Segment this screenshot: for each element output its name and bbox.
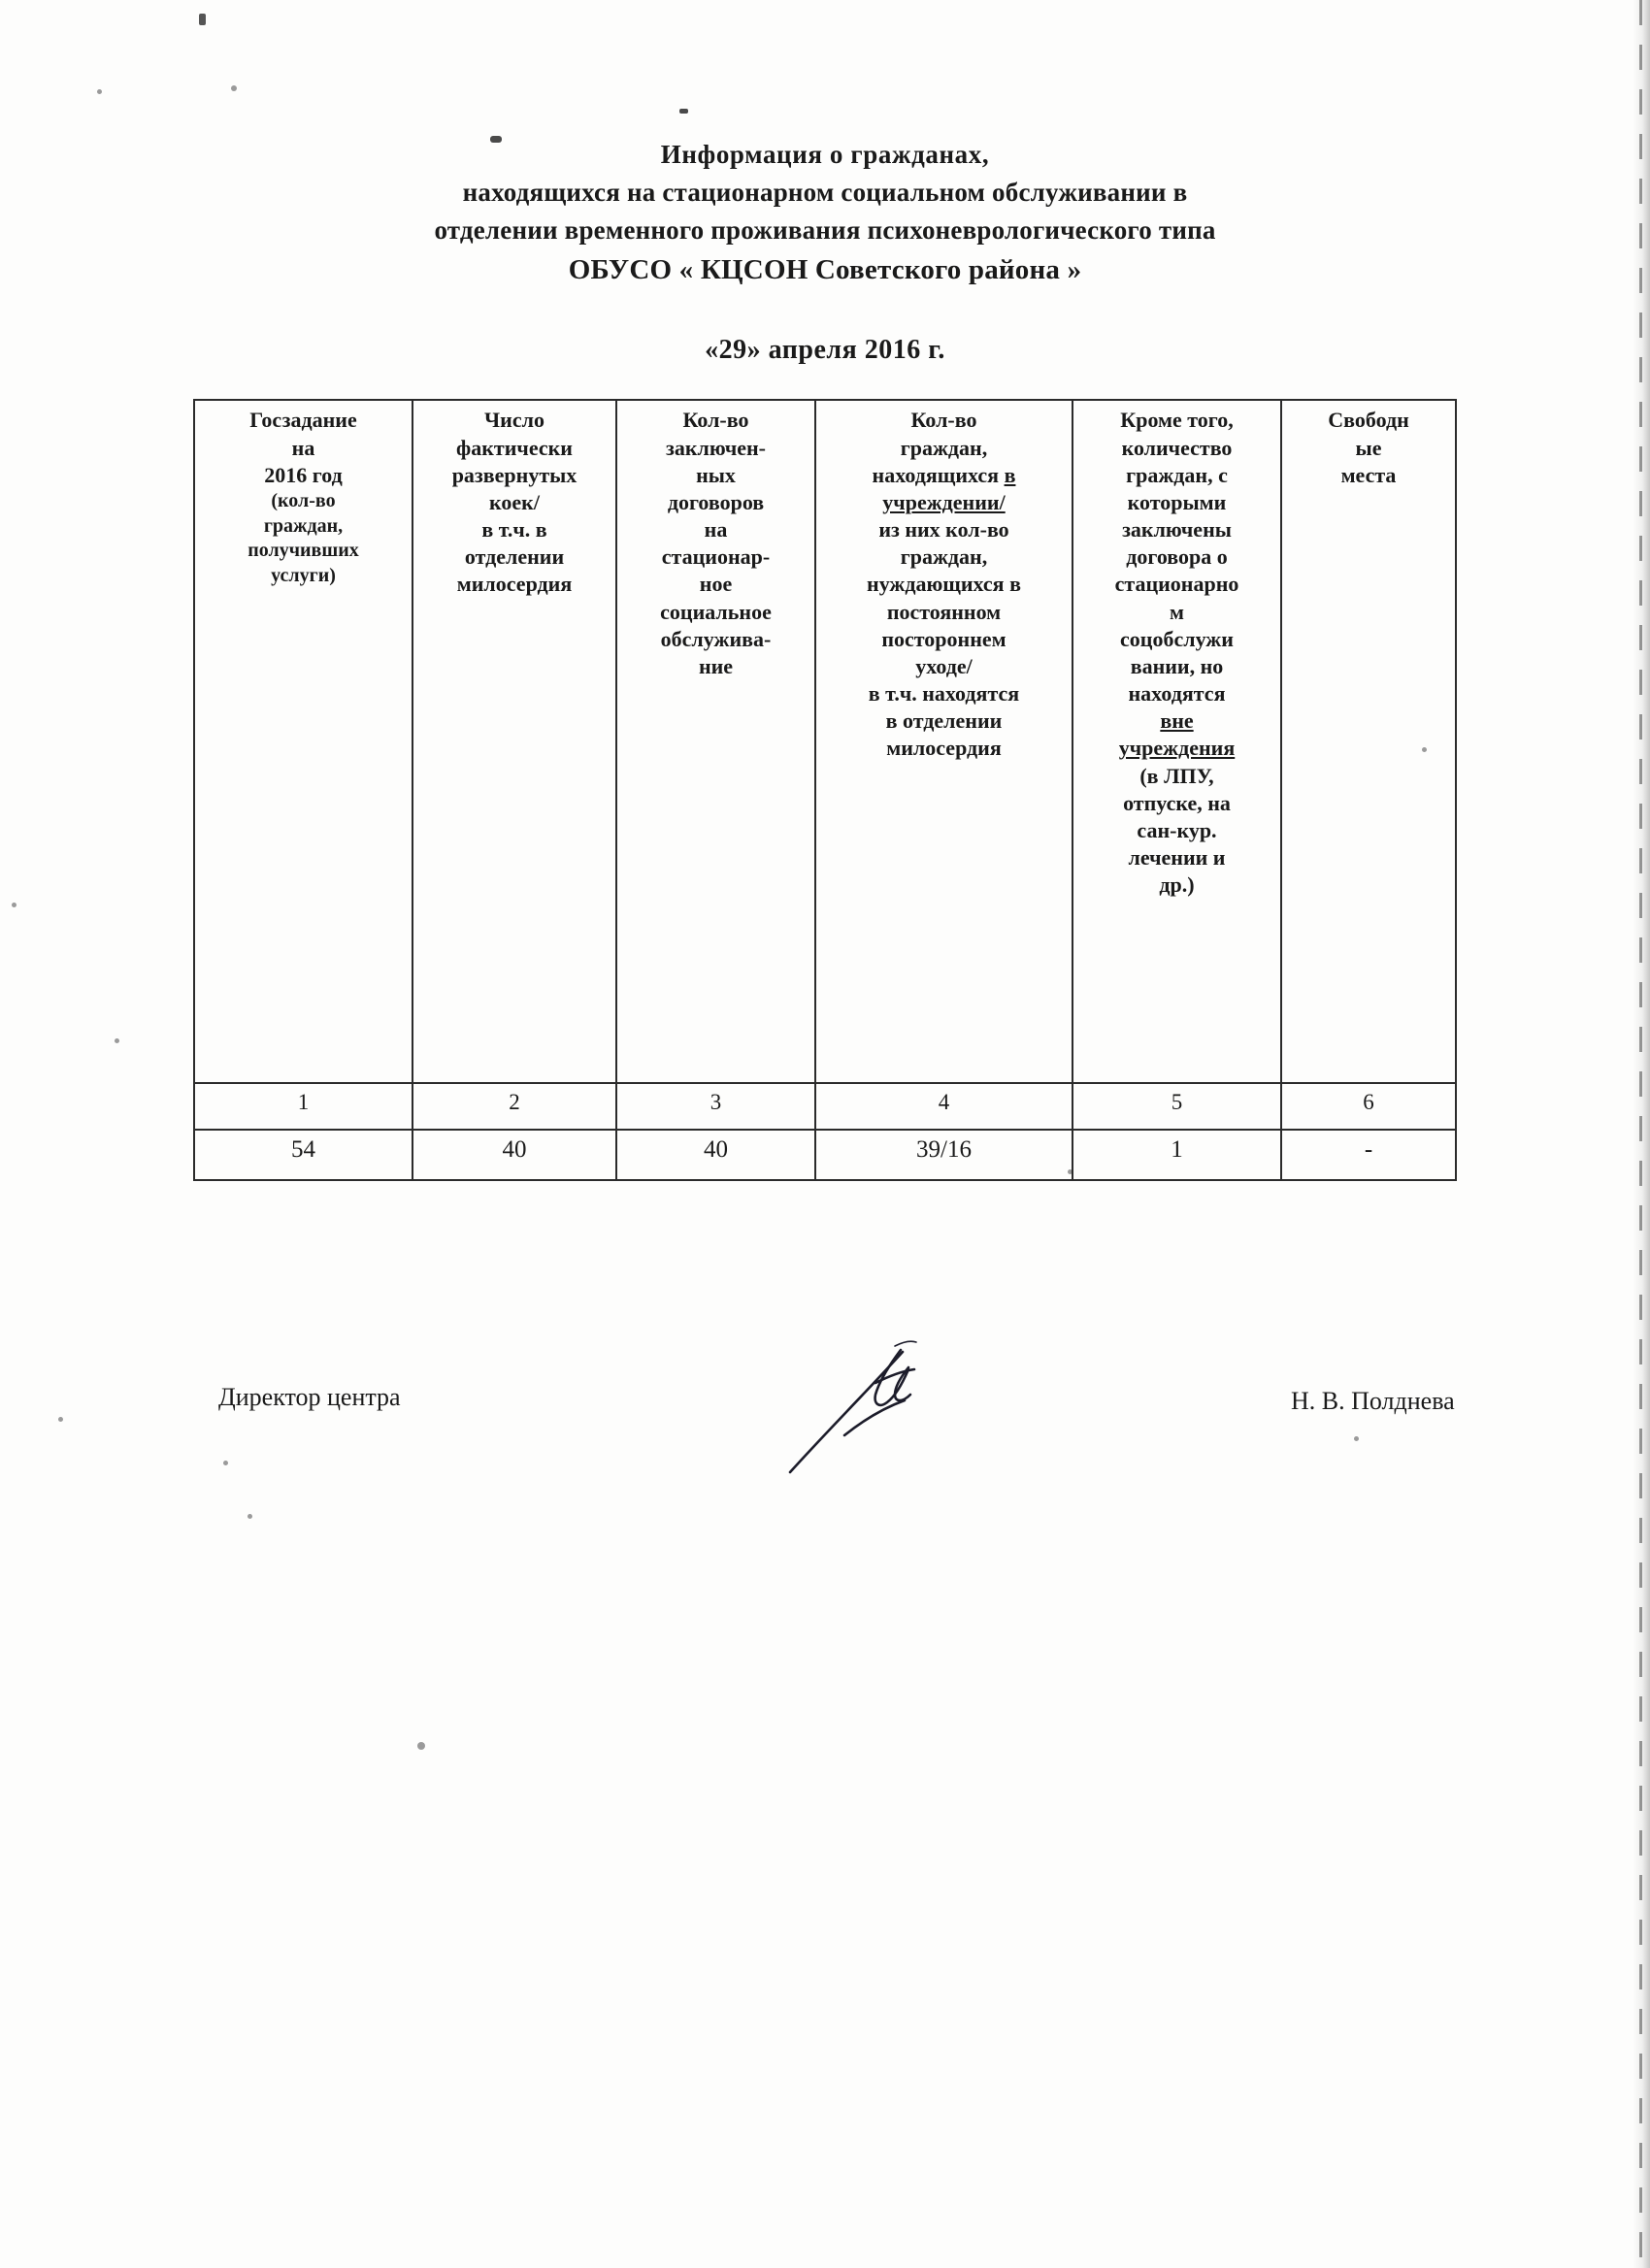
table-header-row <box>194 400 1456 1083</box>
header-line: граждан, с <box>1126 462 1228 487</box>
header-line: коек/ <box>489 489 540 514</box>
header-line: в т.ч. находятся <box>868 681 1020 707</box>
table-value-row <box>194 1130 1456 1180</box>
header-line: граждан, <box>900 435 988 460</box>
signer-name: Н. В. Полднева <box>1291 1387 1455 1416</box>
signer-position: Директор центра <box>218 1383 401 1412</box>
header-line: (в ЛПУ, <box>1139 763 1214 788</box>
table-header-krome-togo-vne-uchrezhdeniya <box>1072 400 1281 1083</box>
column-number-2: 2 <box>412 1083 616 1130</box>
header-line: ных <box>696 462 736 487</box>
header-line: Кроме того, <box>1120 408 1234 433</box>
header-line: отделении <box>464 544 565 570</box>
header-line: обслужива- <box>660 626 772 651</box>
header-line: находятся <box>1128 681 1226 707</box>
header-line: Свободн <box>1328 408 1409 433</box>
column-number-4: 4 <box>815 1083 1072 1130</box>
header-line: услуги) <box>271 564 336 586</box>
value-cell-2: 40 <box>412 1130 616 1180</box>
table-header-kol-vo-dogovorov <box>616 400 815 1083</box>
header-line: договоров <box>667 489 765 514</box>
header-line: соцобслужи <box>1120 626 1234 651</box>
column-number-6: 6 <box>1281 1083 1456 1130</box>
header-line: в т.ч. в <box>481 517 547 542</box>
table-header-svobodnye-mesta <box>1281 400 1456 1083</box>
header-line: из них кол-во <box>878 517 1009 542</box>
header-line: стационар- <box>661 544 771 570</box>
table-header-gosudarstvennoe-zadanie <box>194 400 412 1083</box>
header-line: которыми <box>1127 489 1227 514</box>
table-column-number-row <box>194 1083 1456 1130</box>
header-line: стационарно <box>1114 572 1239 597</box>
title-line-4: ОБУСО « КЦСОН Советского района » <box>568 254 1082 286</box>
dust-speck <box>248 1514 252 1519</box>
header-line: вании, но <box>1130 653 1224 678</box>
header-line: постоянном <box>886 599 1002 624</box>
header-line: нуждающихся в <box>867 572 1021 597</box>
value-cell-5: 1 <box>1072 1130 1281 1180</box>
handwritten-signature <box>786 1327 1019 1482</box>
value-cell-1: 54 <box>194 1130 412 1180</box>
column-number-1: 1 <box>194 1083 412 1130</box>
header-line: граждан, <box>900 544 988 570</box>
header-line: количество <box>1121 435 1233 460</box>
header-line: милосердия <box>456 572 573 597</box>
header-line: 2016 год <box>264 462 343 487</box>
header-line: социальное <box>660 599 772 624</box>
document-title <box>0 136 1650 290</box>
header-line: на <box>704 517 728 542</box>
header-line: (кол-во <box>271 489 336 511</box>
header-line: уходе/ <box>915 653 973 678</box>
header-line: учреждении/ <box>882 489 1006 514</box>
header-line: Кол-во <box>910 408 977 433</box>
header-line: Кол-во <box>682 408 749 433</box>
header-line: места <box>1340 462 1397 487</box>
signature-block <box>0 1327 1650 1492</box>
document-date: «29» апреля 2016 г. <box>705 335 945 366</box>
value-cell-3: 40 <box>616 1130 815 1180</box>
header-line: др.) <box>1159 872 1195 898</box>
header-line: получивших <box>248 540 359 562</box>
header-line: заключены <box>1122 517 1232 542</box>
header-line: заключен- <box>665 435 766 460</box>
header-line: находящихся в <box>872 462 1016 487</box>
header-line: ное <box>699 572 733 597</box>
header-line: граждан, <box>263 514 344 537</box>
header-line: отпуске, на <box>1123 790 1231 815</box>
header-line: Госзадание <box>249 408 357 433</box>
header-line: сан-кур. <box>1137 817 1217 842</box>
column-number-3: 3 <box>616 1083 815 1130</box>
header-line: фактически <box>456 435 573 460</box>
report-table <box>193 399 1457 1181</box>
title-line-3: отделении временного проживания психоневрологического типа <box>434 215 1216 246</box>
value-cell-6: - <box>1281 1130 1456 1180</box>
title-line-2: находящихся на стационарном социальном обслуживании в <box>462 178 1188 208</box>
header-line: ые <box>1355 435 1382 460</box>
table-header-chislo-koek <box>412 400 616 1083</box>
header-line: лечении и <box>1128 844 1226 870</box>
header-line: вне <box>1160 708 1194 734</box>
header-line: на <box>291 435 315 460</box>
header-line: в отделении <box>885 708 1003 734</box>
header-line: ние <box>698 653 734 678</box>
title-line-1: Информация о гражданах, <box>660 140 990 169</box>
header-line: м <box>1170 599 1184 624</box>
header-line: развернутых <box>451 462 578 487</box>
value-cell-4: 39/16 <box>815 1130 1072 1180</box>
header-line: договора о <box>1126 544 1228 570</box>
header-line: Число <box>484 408 544 433</box>
header-line: учреждения <box>1118 736 1236 761</box>
column-number-5: 5 <box>1072 1083 1281 1130</box>
table-header-kol-vo-grazhdan-v-uchrezhdenii <box>815 400 1072 1083</box>
dust-speck <box>417 1742 425 1750</box>
header-line: постороннем <box>881 626 1006 651</box>
header-line: милосердия <box>886 736 1002 761</box>
